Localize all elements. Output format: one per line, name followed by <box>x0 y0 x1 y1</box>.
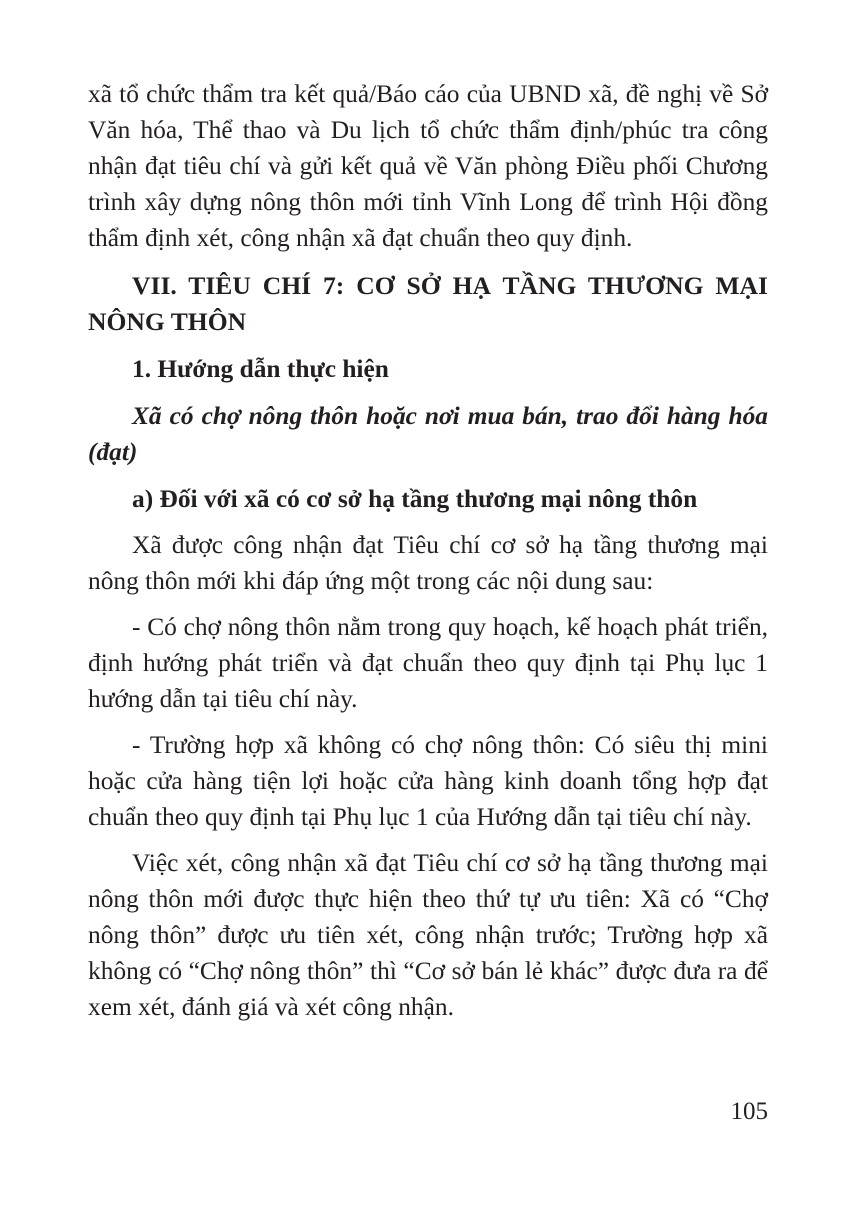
list-item: - Trường hợp xã không có chợ nông thôn: Có siêu thị mini hoặc cửa hàng tiện lợi hoặc cửa hàng kinh doanh tổng hợp đạt chuẩn theo quy định tại Phụ lục 1 của Hướng dẫn tại tiêu chí này. <box>88 731 768 831</box>
body-paragraph: Xã được công nhận đạt Tiêu chí cơ sở hạ tầng thương mại nông thôn mới khi đáp ứng một trong các nội dung sau: <box>88 531 768 595</box>
continuation-paragraph: xã tổ chức thẩm tra kết quả/Báo cáo của UBND xã, đề nghị về Sở Văn hóa, Thể thao và Du lịch tổ chức thẩm định/phúc tra công nhận đạt tiêu chí và gửi kết quả về Văn phòng Điều phối Chương trình xây dựng nông thôn mới tỉnh Vĩnh Long để trình Hội đồng thẩm định xét, công nhận xã đạt chuẩn theo quy định. <box>88 80 768 252</box>
page-body <box>88 76 768 1025</box>
item-heading: a) Đối với xã có cơ sở hạ tầng thương mại nông thôn <box>132 485 698 513</box>
page-number: 105 <box>730 1098 768 1125</box>
section-heading: VII. TIÊU CHÍ 7: CƠ SỞ HẠ TẦNG THƯƠNG MẠI NÔNG THÔN <box>88 271 768 336</box>
body-paragraph: Việc xét, công nhận xã đạt Tiêu chí cơ sở hạ tầng thương mại nông thôn mới được thực hiện theo thứ tự ưu tiên: Xã có “Chợ nông thôn” được ưu tiên xét, công nhận trước; Trường hợp xã không có “Chợ nông thôn” thì “Cơ sở bán lẻ khác” được đưa ra để xem xét, đánh giá và xét công nhận. <box>88 849 768 1021</box>
list-item: - Có chợ nông thôn nằm trong quy hoạch, kế hoạch phát triển, định hướng phát triển và đạt chuẩn theo quy định tại Phụ lục 1 hướng dẫn tại tiêu chí này. <box>88 613 768 713</box>
criterion-statement: Xã có chợ nông thôn hoặc nơi mua bán, trao đổi hàng hóa (đạt) <box>88 402 768 466</box>
subsection-heading: 1. Hướng dẫn thực hiện <box>132 355 389 383</box>
